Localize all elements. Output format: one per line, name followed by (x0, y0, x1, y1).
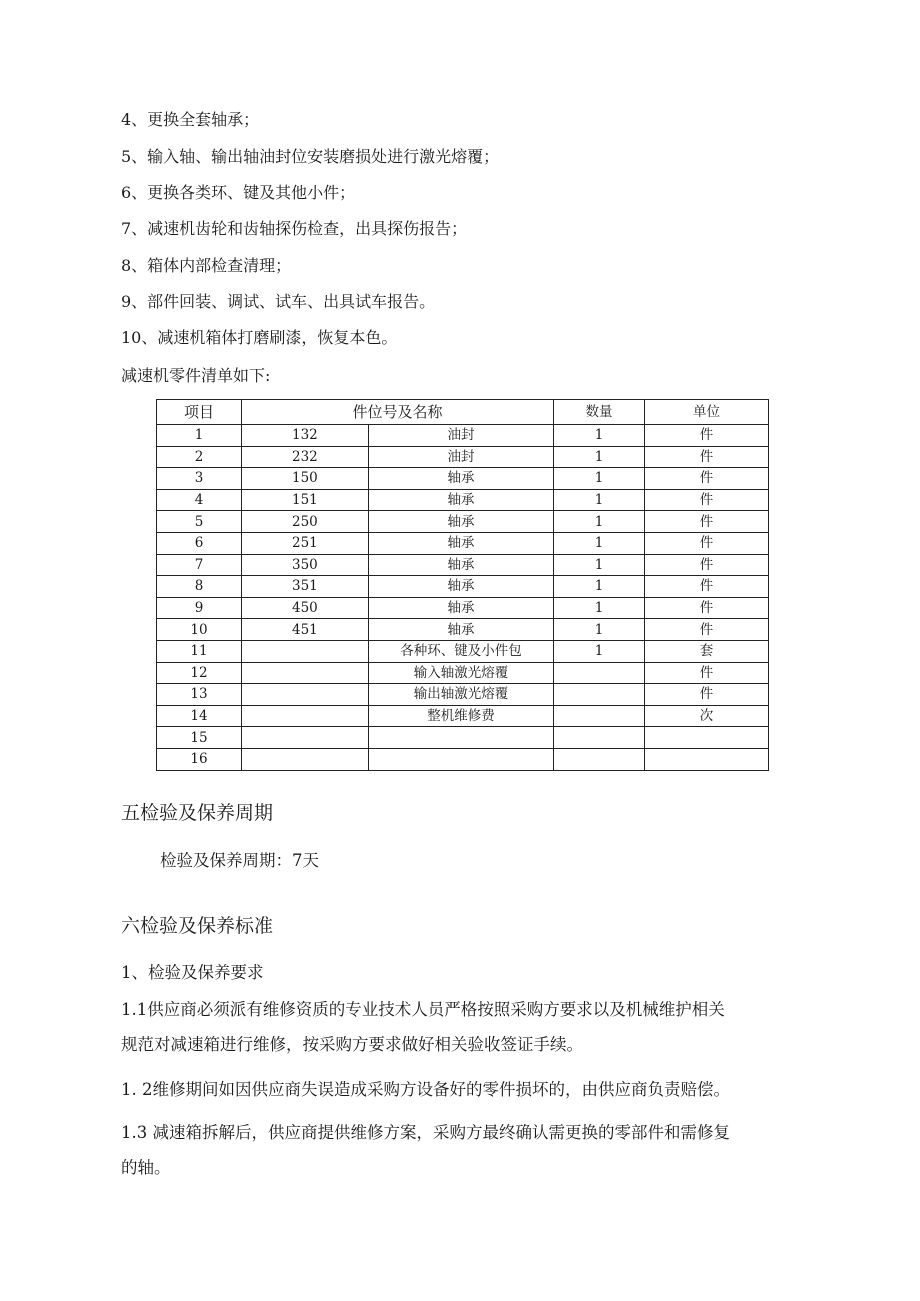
cell-item: 3 (157, 468, 242, 490)
cell-name (369, 727, 554, 749)
cell-qty: 1 (554, 554, 645, 576)
cell-qty: 1 (554, 576, 645, 598)
table-header-row (157, 400, 769, 425)
cell-unit: 件 (645, 619, 769, 641)
section5-heading: 五检验及保养周期 (121, 802, 274, 824)
cell-name: 轴承 (369, 597, 554, 619)
cell-code (242, 684, 369, 706)
para-1-1-line2: 规范对减速箱进行维修，按采购方要求做好相关验收签证手续。 (121, 1035, 583, 1054)
cell-code (242, 640, 369, 662)
cell-code: 250 (242, 511, 369, 533)
cell-code (242, 662, 369, 684)
table-row (157, 489, 769, 511)
table-row (157, 662, 769, 684)
table-row (157, 597, 769, 619)
cell-name: 油封 (369, 446, 554, 468)
cell-unit: 件 (645, 684, 769, 706)
cell-code: 251 (242, 532, 369, 554)
cell-name: 轴承 (369, 468, 554, 490)
cell-unit: 次 (645, 705, 769, 727)
table-row (157, 640, 769, 662)
cell-name: 轴承 (369, 489, 554, 511)
cell-qty (554, 727, 645, 749)
table-row (157, 576, 769, 598)
cell-item: 6 (157, 532, 242, 554)
cell-qty: 1 (554, 468, 645, 490)
cell-unit: 件 (645, 425, 769, 447)
step-6: 6、更换各类环、键及其他小件； (121, 183, 356, 202)
cell-item: 16 (157, 748, 242, 770)
cell-name: 整机维修费 (369, 705, 554, 727)
cell-code (242, 705, 369, 727)
para-1-1-line1: 1.1供应商必须派有维修资质的专业技术人员严格按照采购方要求以及机械维护相关 (121, 1000, 725, 1019)
table-row (157, 705, 769, 727)
cell-qty (554, 684, 645, 706)
cell-item: 12 (157, 662, 242, 684)
cell-qty: 1 (554, 532, 645, 554)
cell-item: 7 (157, 554, 242, 576)
table-row (157, 619, 769, 641)
cell-qty: 1 (554, 619, 645, 641)
cell-unit: 件 (645, 532, 769, 554)
cell-code: 451 (242, 619, 369, 641)
cell-name: 输入轴激光熔覆 (369, 662, 554, 684)
cell-code: 351 (242, 576, 369, 598)
cell-code: 232 (242, 446, 369, 468)
parts-table (156, 399, 769, 771)
cell-name: 轴承 (369, 532, 554, 554)
cell-unit (645, 727, 769, 749)
cell-item: 14 (157, 705, 242, 727)
table-row (157, 748, 769, 770)
table-row (157, 511, 769, 533)
cell-qty: 1 (554, 511, 645, 533)
cell-qty: 1 (554, 446, 645, 468)
cell-name: 输出轴激光熔覆 (369, 684, 554, 706)
table-row (157, 532, 769, 554)
table-row (157, 554, 769, 576)
cell-unit: 件 (645, 446, 769, 468)
cell-code: 450 (242, 597, 369, 619)
cell-name (369, 748, 554, 770)
parts-intro: 减速机零件清单如下: (121, 366, 271, 385)
cell-unit: 件 (645, 554, 769, 576)
cell-unit: 件 (645, 576, 769, 598)
step-5: 5、输入轴、输出轴油封位安装磨损处进行激光熔覆； (121, 147, 500, 166)
section6-heading: 六检验及保养标准 (121, 915, 274, 937)
step-9: 9、部件回装、调试、试车、出具试车报告。 (121, 292, 436, 311)
para-1-2: 1. 2维修期间如因供应商失误造成采购方设备好的零件损坏的，由供应商负责赔偿。 (121, 1080, 730, 1099)
cell-unit: 件 (645, 511, 769, 533)
step-7: 7、减速机齿轮和齿轴探伤检查，出具探伤报告； (121, 219, 468, 238)
section6-sub1: 1、检验及保养要求 (121, 963, 264, 982)
cell-unit: 件 (645, 489, 769, 511)
cell-item: 5 (157, 511, 242, 533)
cell-qty: 1 (554, 425, 645, 447)
section5-text: 检验及保养周期：7天 (160, 851, 319, 870)
header-unit: 单位 (645, 400, 769, 425)
cell-item: 8 (157, 576, 242, 598)
cell-qty: 1 (554, 597, 645, 619)
step-8: 8、箱体内部检查清理； (121, 256, 292, 275)
header-qty: 数量 (554, 400, 645, 425)
cell-qty (554, 748, 645, 770)
cell-code (242, 727, 369, 749)
header-item: 项目 (157, 400, 242, 425)
cell-item: 1 (157, 425, 242, 447)
para-1-3-line2: 的轴。 (121, 1158, 171, 1177)
cell-code: 150 (242, 468, 369, 490)
cell-item: 9 (157, 597, 242, 619)
step-4: 4、更换全套轴承； (121, 110, 260, 129)
step-10: 10、减速机箱体打磨刷漆，恢复本色。 (121, 328, 398, 347)
cell-code (242, 748, 369, 770)
cell-qty (554, 705, 645, 727)
table-row (157, 727, 769, 749)
cell-item: 4 (157, 489, 242, 511)
header-part: 件位号及名称 (242, 400, 554, 425)
cell-item: 2 (157, 446, 242, 468)
cell-qty (554, 662, 645, 684)
cell-item: 10 (157, 619, 242, 641)
cell-unit: 件 (645, 468, 769, 490)
cell-code: 151 (242, 489, 369, 511)
cell-item: 13 (157, 684, 242, 706)
table-row (157, 684, 769, 706)
cell-qty: 1 (554, 640, 645, 662)
table-row (157, 468, 769, 490)
cell-qty: 1 (554, 489, 645, 511)
para-1-3-line1: 1.3 减速箱拆解后，供应商提供维修方案，采购方最终确认需更换的零部件和需修复 (121, 1123, 730, 1142)
cell-name: 轴承 (369, 511, 554, 533)
cell-item: 11 (157, 640, 242, 662)
cell-unit: 件 (645, 662, 769, 684)
cell-code: 350 (242, 554, 369, 576)
cell-unit: 件 (645, 597, 769, 619)
cell-item: 15 (157, 727, 242, 749)
cell-name: 各种环、键及小件包 (369, 640, 554, 662)
cell-name: 轴承 (369, 576, 554, 598)
table-row (157, 425, 769, 447)
table-row (157, 446, 769, 468)
cell-unit: 套 (645, 640, 769, 662)
cell-name: 轴承 (369, 619, 554, 641)
cell-code: 132 (242, 425, 369, 447)
cell-unit (645, 748, 769, 770)
cell-name: 轴承 (369, 554, 554, 576)
cell-name: 油封 (369, 425, 554, 447)
